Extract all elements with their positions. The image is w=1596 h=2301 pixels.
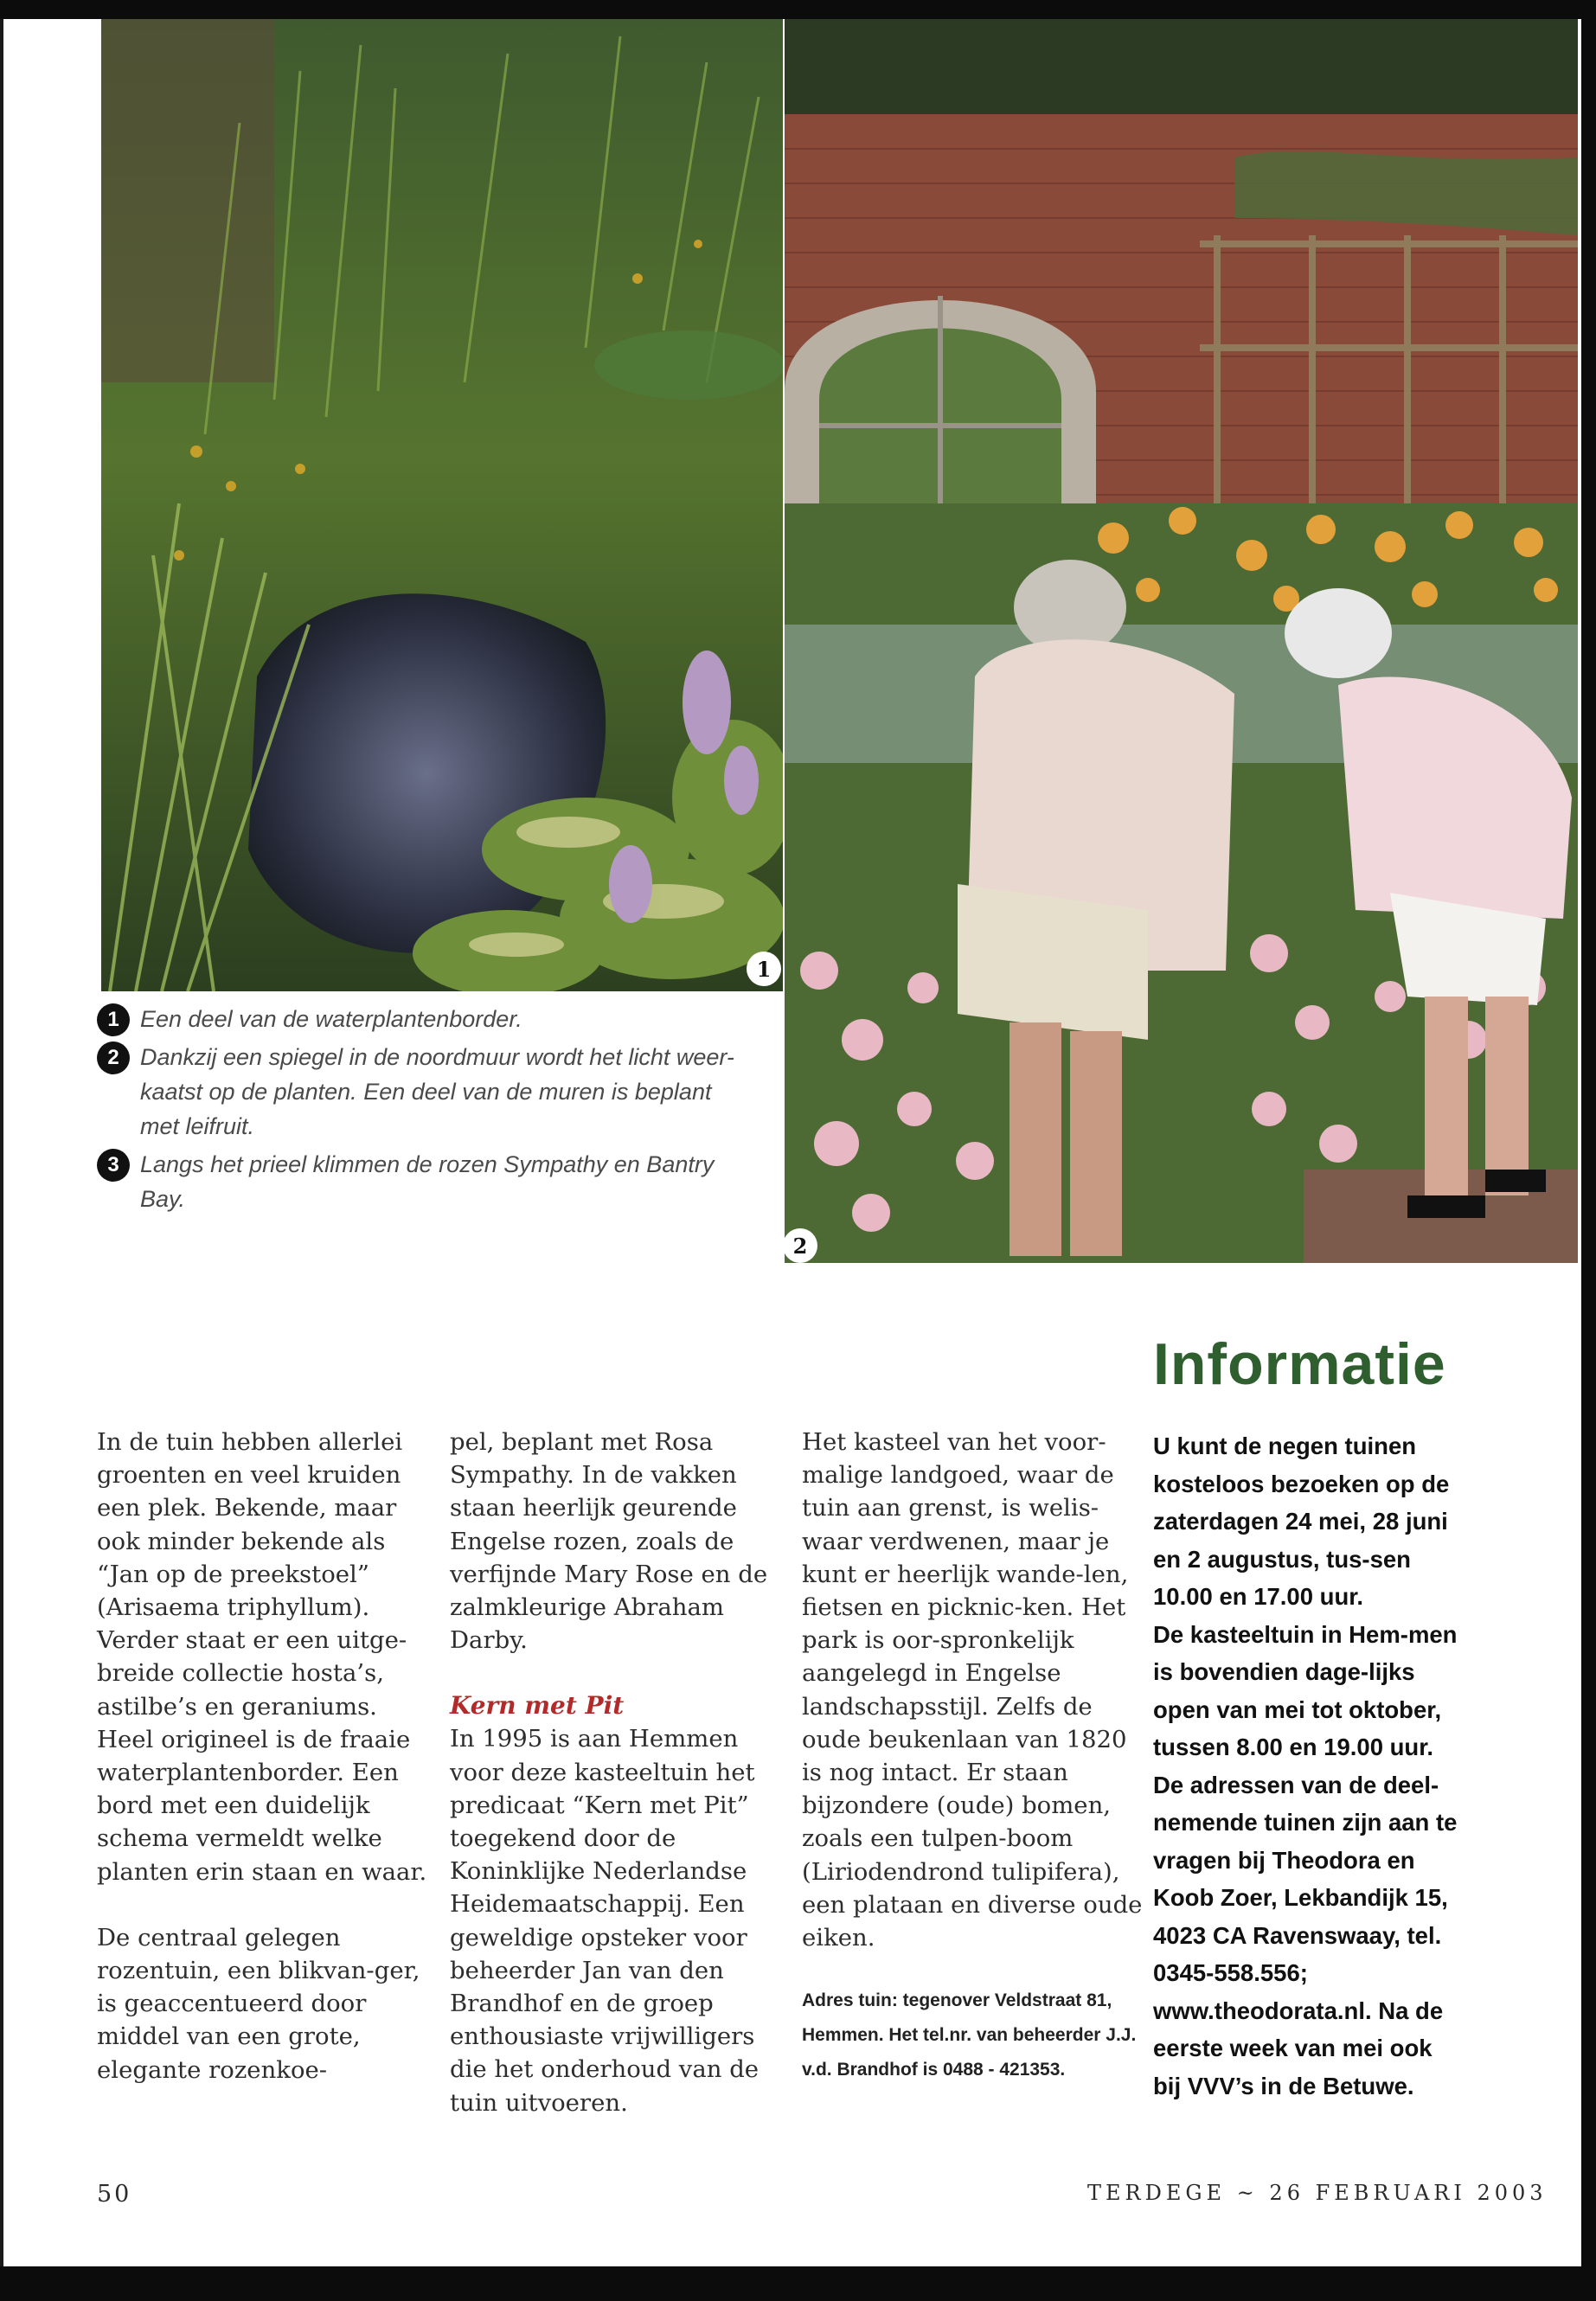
caption-text: Een deel van de waterplantenborder.: [140, 1006, 522, 1032]
caption-number-badge: 1: [97, 1003, 130, 1036]
article-paragraph: De centraal gelegen rozentuin, een blikvan-ger, is geaccentueerd door middel van een grote, elegante rozenkoe-: [97, 1923, 420, 2084]
caption-text: Dankzij een spiegel in de noordmuur wordt het licht weer-kaatst op de planten. Een deel van de muren is beplant met leifruit.: [140, 1044, 734, 1139]
page-number: 50: [97, 2181, 132, 2208]
page-frame-right: [1581, 0, 1596, 2301]
caption-text: Langs het prieel klimmen de rozen Sympathy en Bantry Bay.: [140, 1151, 715, 1212]
article-column-1: [97, 1426, 439, 2086]
info-box-body: [1153, 1427, 1465, 2105]
caption-item: [97, 1147, 737, 1216]
photo-garden-wall-mirror: [785, 19, 1578, 1263]
caption-number-badge: 3: [97, 1149, 130, 1182]
photo-water-plant-border-image: [101, 19, 783, 991]
photo-water-plant-border: [101, 19, 783, 991]
caption-item: [97, 1002, 737, 1036]
photo-number-badge: 2: [785, 1228, 817, 1263]
info-paragraph: De kasteeltuin in Hem-men is bovendien dage-lijks open van mei tot oktober, tussen 8.00 en 19.00 uur.: [1153, 1620, 1458, 1760]
info-box-title: Informatie: [1153, 1331, 1446, 1397]
article-column-3: [802, 1426, 1144, 2087]
section-subheading: Kern met Pit: [450, 1691, 625, 1721]
article-paragraph: pel, beplant met Rosa Sympathy. In de vakken staan heerlijk geurende Engelse rozen, zoals de verfijnde Mary Rose en de zalmkleurige Abraham Darby.: [450, 1428, 768, 1655]
garden-address-note: Adres tuin: tegenover Veldstraat 81, Hemmen. Het tel.nr. van beheerder J.J. v.d. Brandhof is 0488 - 421353.: [802, 1990, 1137, 2080]
caption-number-badge: 2: [97, 1042, 130, 1074]
caption-item: [97, 1040, 737, 1144]
page-frame-left: [0, 19, 3, 2266]
article-column-2: [450, 1426, 792, 2119]
photo-captions: [97, 1002, 737, 1220]
article-paragraph: In de tuin hebben allerlei groenten en veel kruiden een plek. Bekende, maar ook minder bekende als “Jan op de preekstoel” (Arisaema triphyllum). Verder staat er een uitge-breide collectie hosta’s, astilbe’s en geraniums. Heel origineel is de fraaie waterplantenborder. Een bord met een duidelijk schema vermeldt welke planten erin staan en waar.: [97, 1428, 427, 1886]
info-paragraph: U kunt de negen tuinen kosteloos bezoeken op de zaterdagen 24 mei, 28 juni en 2 augustus, tus-sen 10.00 en 17.00 uur.: [1153, 1433, 1450, 1610]
photo-garden-wall-mirror-image: [785, 19, 1578, 1263]
photo-number-badge: 1: [747, 952, 781, 986]
page-frame-top: [0, 0, 1596, 19]
page-frame-bottom: [0, 2266, 1596, 2301]
article-paragraph: In 1995 is aan Hemmen voor deze kasteeltuin het predicaat “Kern met Pit” toegekend door de Koninklijke Nederlandse Heidemaatschappij. Een geweldige opsteker voor beheerder Jan van den Brandhof en de groep enthousiaste vrijwilligers die het onderhoud van de tuin uitvoeren.: [450, 1725, 760, 2117]
running-footer: TERDEGE ~ 26 FEBRUARI 2003: [1087, 2181, 1548, 2205]
info-paragraph: De adressen van de deel-nemende tuinen zijn aan te vragen bij Theodora en Koob Zoer, Lekbandijk 15, 4023 CA Ravenswaay, tel. 0345-558.556; www.theodorata.nl. Na de eerste week van mei ook bij VVV’s in de Betuwe.: [1153, 1771, 1458, 2099]
article-paragraph: Het kasteel van het voor-malige landgoed, waar de tuin aan grenst, is welis-waar verdwenen, maar je kunt er heerlijk wande-len, fietsen en picknic-ken. Het park is oor-spronkelijk aangelegd in Engelse landschapsstijl. Zelfs de oude beukenlaan van 1820 is nog intact. Er staan bijzondere (oude) bomen, zoals een tulpen-boom (Liriodendrond tulipifera), een plataan en diverse oude eiken.: [802, 1428, 1143, 1952]
